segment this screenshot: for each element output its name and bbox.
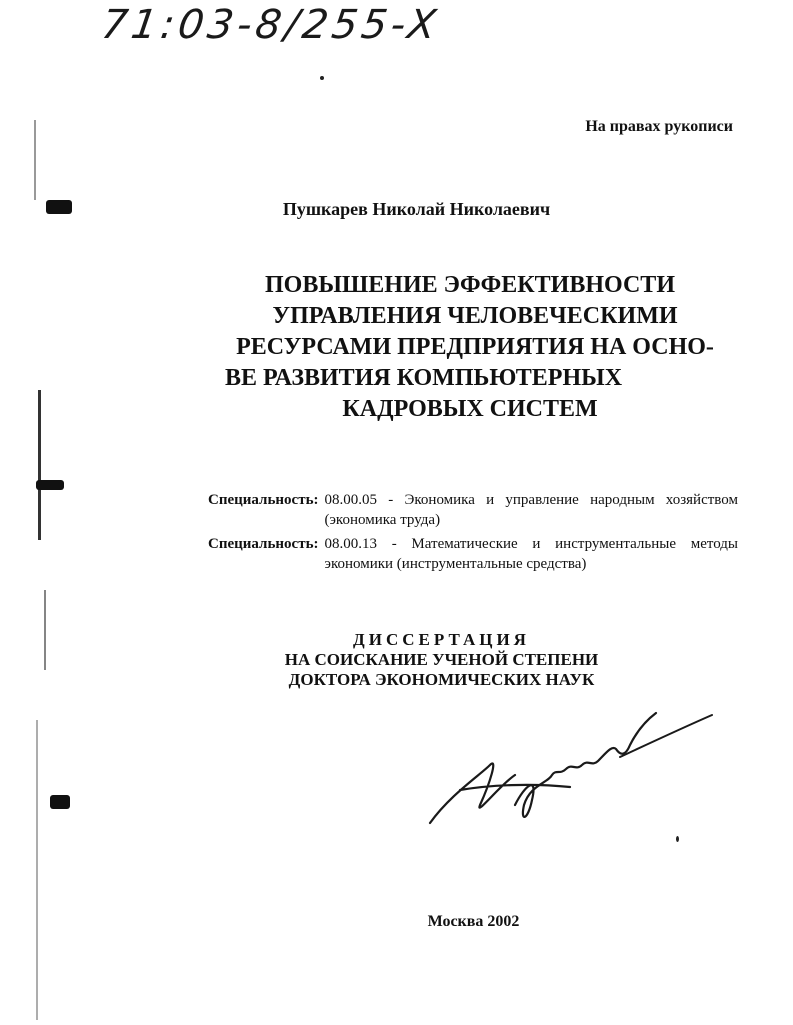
specialty-text: 08.00.13 - Математические и инструментальные методы экономики (инструментальные средства): [324, 536, 738, 572]
degree-line: ДОКТОРА ЭКОНОМИЧЕСКИХ НАУК: [288, 670, 595, 689]
scan-edge-line: [34, 120, 36, 200]
city-year: Москва 2002: [427, 913, 520, 930]
specialty-text: 08.00.05 - Экономика и управление народным хозяйством (экономика труда): [324, 492, 738, 528]
handwritten-signature: [420, 705, 720, 835]
scan-edge-line: [36, 720, 38, 1020]
degree-statement: [0, 630, 793, 690]
degree-line: НА СОИСКАНИЕ УЧЕНОЙ СТЕПЕНИ: [284, 650, 599, 669]
title-line: ПОВЫШЕНИЕ ЭФФЕКТИВНОСТИ: [265, 272, 675, 298]
manuscript-note: На правах рукописи: [585, 118, 733, 135]
specialties-block: [208, 490, 738, 578]
punch-hole-mark: [50, 795, 70, 809]
specialty-label: Специальность:: [208, 492, 319, 508]
scan-speck: [320, 76, 324, 80]
specialty-row: [208, 490, 738, 530]
punch-hole-mark: [36, 480, 64, 490]
scan-speck: [676, 836, 679, 842]
title-line: УПРАВЛЕНИЯ ЧЕЛОВЕЧЕСКИМИ: [272, 303, 678, 329]
dissertation-heading: ДИССЕРТАЦИЯ: [353, 630, 530, 649]
scan-edge-line: [38, 390, 41, 540]
title-line: РЕСУРСАМИ ПРЕДПРИЯТИЯ НА ОСНО-: [236, 334, 714, 360]
author-name: Пушкарев Николай Николаевич: [282, 199, 551, 219]
specialty-row: [208, 534, 738, 574]
dissertation-title: [205, 270, 745, 425]
archive-code: 71:03-8/255-X: [98, 2, 443, 48]
title-line: КАДРОВЫХ СИСТЕМ: [342, 396, 598, 422]
title-line: ВЕ РАЗВИТИЯ КОМПЬЮТЕРНЫХ: [225, 365, 623, 391]
specialty-label: Специальность:: [208, 536, 319, 552]
